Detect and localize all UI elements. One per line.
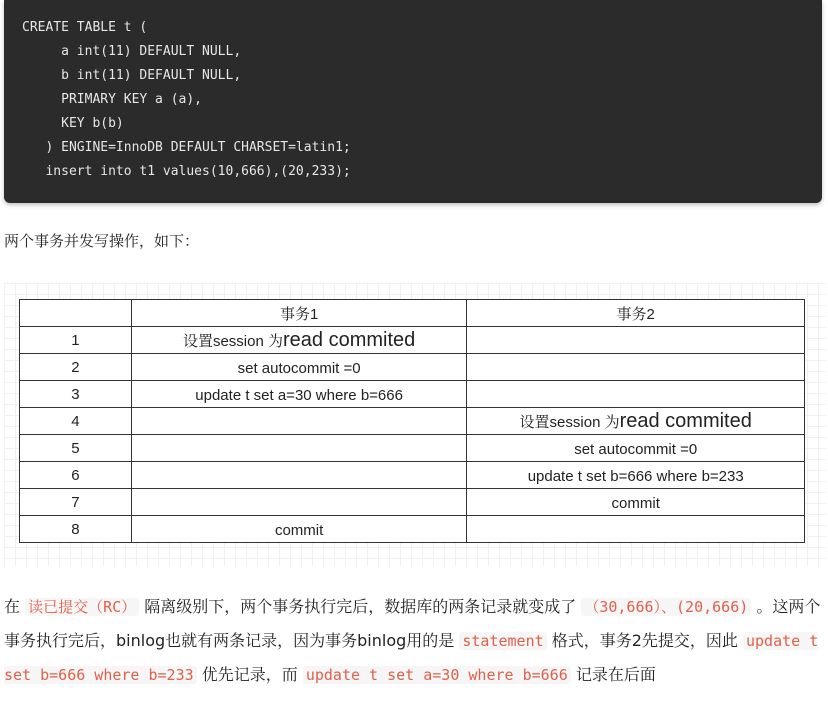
paragraph-text: 隔离级别下，两个事务执行完后，数据库的两条记录就变成了 (139, 597, 582, 616)
transaction-1-cell (131, 516, 467, 543)
step-number: 2 (20, 354, 132, 381)
explanation-paragraph (4, 590, 826, 692)
table-row (20, 354, 805, 381)
code-line: insert into t1 values(10,666),(20,233); (22, 164, 351, 179)
header-transaction-1: 事务1 (131, 300, 467, 327)
transaction-2-cell (467, 489, 805, 516)
transaction-2-cell (467, 408, 805, 435)
step-number: 7 (20, 489, 132, 516)
cell-text: 设置session 为 (182, 332, 283, 350)
cell-text-large: read commited (619, 409, 752, 432)
code-line: ) ENGINE=InnoDB DEFAULT CHARSET=latin1; (22, 140, 351, 155)
step-number: 6 (20, 462, 132, 489)
transaction-2-cell (467, 327, 805, 354)
transaction-2-cell (467, 435, 805, 462)
cell-text: set autocommit =0 (237, 359, 361, 377)
transaction-table-image (4, 283, 826, 566)
table-row (20, 435, 805, 462)
transaction-2-cell (467, 516, 805, 543)
cell-text: update t set b=666 where b=233 (527, 467, 744, 485)
transaction-2-cell (467, 462, 805, 489)
inline-code: 读已提交（RC） (25, 598, 139, 616)
code-line: KEY b(b) (22, 116, 124, 131)
transaction-1-cell (131, 462, 467, 489)
transaction-1-cell (131, 489, 467, 516)
cell-text: 设置session 为 (519, 413, 620, 431)
step-number: 3 (20, 381, 132, 408)
table-row (20, 516, 805, 543)
header-step (20, 300, 132, 327)
cell-text: update t set a=30 where b=666 (195, 386, 403, 404)
table-row (20, 462, 805, 489)
paragraph-text: 记录在后面 (570, 665, 656, 684)
code-line: b int(11) DEFAULT NULL, (22, 68, 242, 83)
code-line: PRIMARY KEY a (a), (22, 92, 203, 107)
transaction-2-cell (467, 381, 805, 408)
cell-text: set autocommit =0 (574, 440, 698, 458)
code-block (4, 0, 822, 203)
transaction-1-cell (131, 381, 467, 408)
transaction-1-cell (131, 354, 467, 381)
transaction-table (19, 299, 805, 543)
transaction-1-cell (131, 435, 467, 462)
cell-text-large: read commited (282, 328, 416, 351)
inline-code: update t set a=30 where b=666 (303, 666, 571, 684)
table-row (20, 381, 805, 408)
step-number: 8 (20, 516, 132, 543)
paragraph-text: 。这两个事务执行完后，binlog也就有两条记录，因为事务binlog用的是 (4, 597, 821, 650)
code-line: CREATE TABLE t ( (22, 20, 148, 35)
code-line: a int(11) DEFAULT NULL, (22, 44, 242, 59)
inline-code: （30,666）、(20,666) (581, 598, 751, 616)
cell-text: commit (611, 494, 660, 512)
paragraph-text: 格式，事务2先提交，因此 (546, 631, 743, 650)
table-row (20, 408, 805, 435)
transaction-1-cell (131, 327, 467, 354)
table-row (20, 489, 805, 516)
paragraph-text: 优先记录，而 (196, 665, 303, 684)
step-number: 4 (20, 408, 132, 435)
intro-text: 两个事务并发写操作，如下： (4, 232, 200, 250)
transaction-2-cell (467, 354, 805, 381)
table-header-row (20, 300, 805, 327)
cell-text: commit (274, 521, 324, 539)
header-transaction-2: 事务2 (467, 300, 805, 327)
inline-code: statement (459, 632, 546, 650)
step-number: 1 (20, 327, 132, 354)
paragraph-text: 在 (4, 597, 26, 616)
step-number: 5 (20, 435, 132, 462)
transaction-1-cell (131, 408, 467, 435)
inline-code: update t set b=666 where b=233 (4, 632, 819, 684)
table-row (20, 327, 805, 354)
